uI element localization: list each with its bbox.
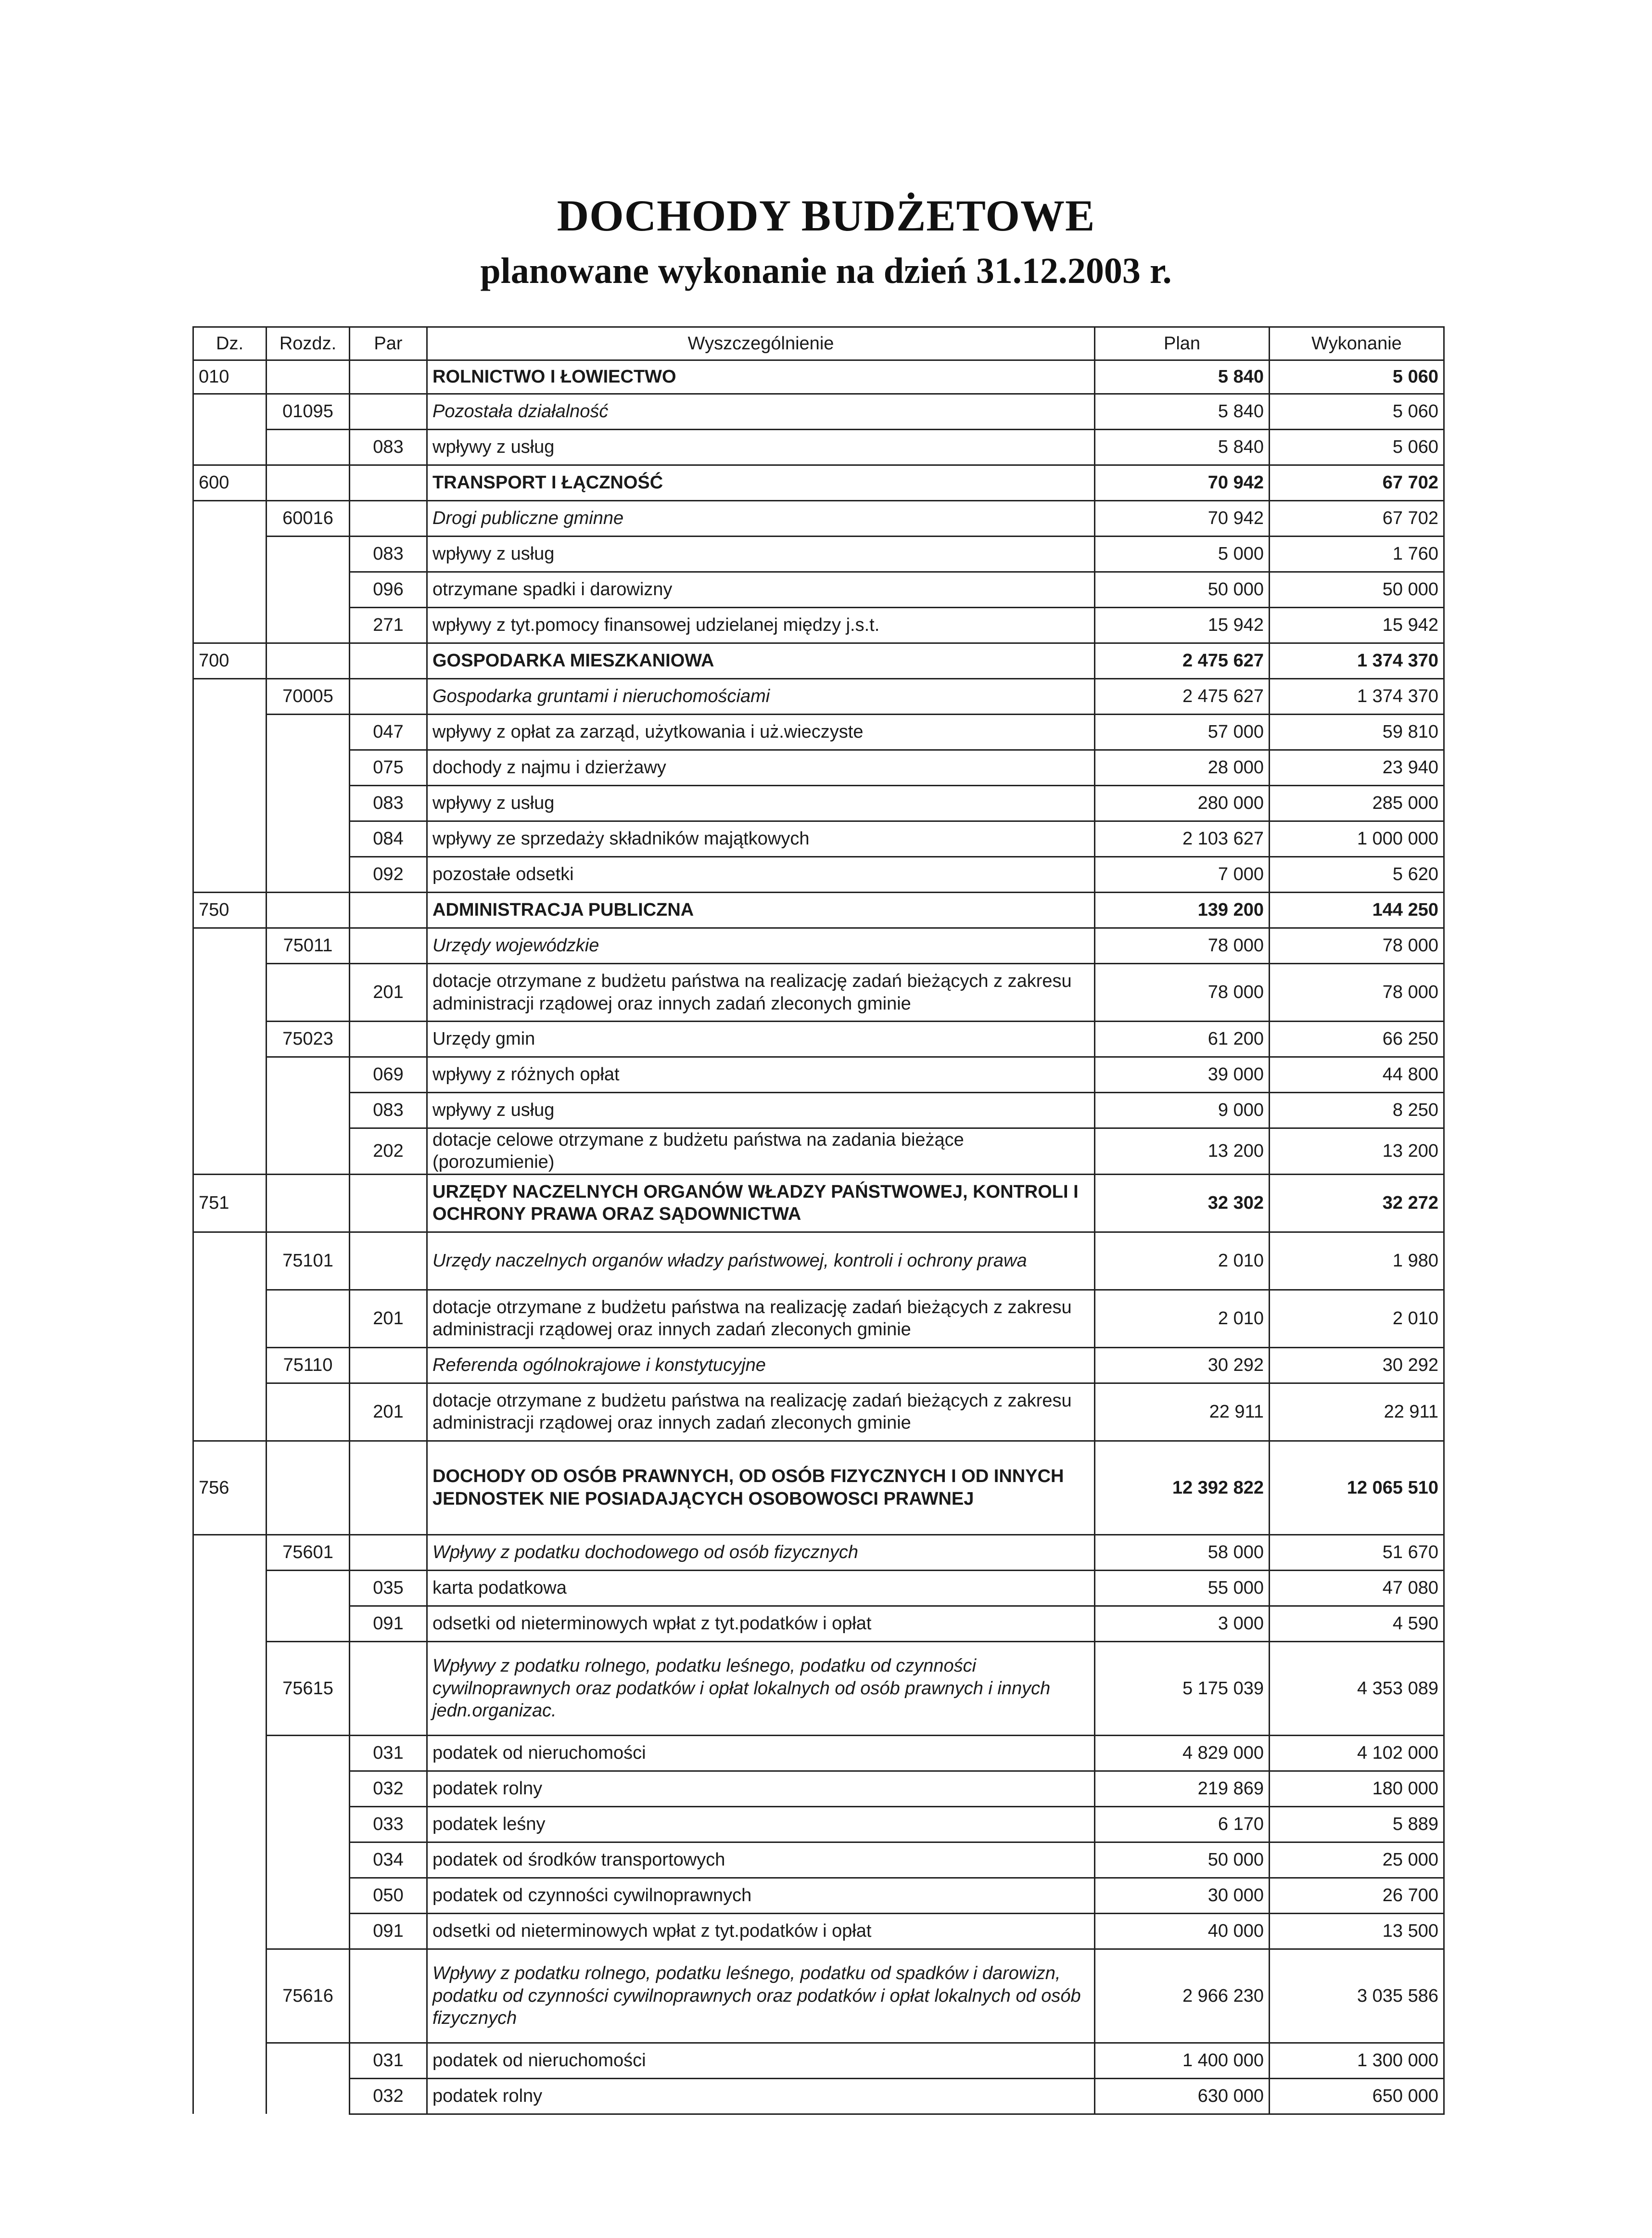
row-rozdz xyxy=(267,1735,350,1771)
row-rozdz xyxy=(267,821,350,857)
row-wykonanie: 13 200 xyxy=(1270,1128,1444,1175)
row-par: 083 xyxy=(350,430,427,465)
row-dz xyxy=(193,608,267,643)
table-row-dzial xyxy=(193,465,1444,501)
row-plan: 61 200 xyxy=(1095,1022,1270,1057)
row-par xyxy=(350,501,427,537)
row-name: podatek rolny xyxy=(427,1771,1095,1806)
row-plan: 70 942 xyxy=(1095,501,1270,537)
row-dz xyxy=(193,928,267,964)
row-name: URZĘDY NACZELNYCH ORGANÓW WŁADZY PAŃSTWOWEJ, KONTROLI I OCHRONY PRAWA ORAZ SĄDOWNICTWA xyxy=(427,1174,1095,1232)
row-plan: 2 966 230 xyxy=(1095,1949,1270,2043)
row-dz xyxy=(193,821,267,857)
row-par: 069 xyxy=(350,1057,427,1093)
row-plan: 13 200 xyxy=(1095,1128,1270,1175)
document-title: DOCHODY BUDŻETOWE xyxy=(557,191,1095,240)
row-rozdz xyxy=(267,465,350,501)
row-par: 271 xyxy=(350,608,427,643)
row-rozdz: 01095 xyxy=(267,394,350,430)
row-plan: 30 000 xyxy=(1095,1878,1270,1913)
row-name: wpływy z różnych opłat xyxy=(427,1057,1095,1093)
row-name: odsetki od nieterminowych wpłat z tyt.podatków i opłat xyxy=(427,1913,1095,1949)
row-rozdz xyxy=(267,1290,350,1347)
row-plan: 2 010 xyxy=(1095,1290,1270,1347)
row-dz: 750 xyxy=(193,893,267,928)
row-dz xyxy=(193,1535,267,1570)
header-plan: Plan xyxy=(1095,327,1270,360)
row-rozdz xyxy=(267,1771,350,1806)
row-rozdz: 60016 xyxy=(267,501,350,537)
row-wykonanie: 5 060 xyxy=(1270,430,1444,465)
row-rozdz xyxy=(267,1570,350,1606)
row-dz xyxy=(193,1232,267,1290)
row-rozdz xyxy=(267,1441,350,1535)
row-wykonanie: 13 500 xyxy=(1270,1913,1444,1949)
table-row-paragraf xyxy=(193,1290,1444,1347)
row-plan: 57 000 xyxy=(1095,715,1270,750)
table-row-paragraf xyxy=(193,2043,1444,2078)
row-dz xyxy=(193,1570,267,1606)
row-rozdz xyxy=(267,1093,350,1128)
row-wykonanie: 8 250 xyxy=(1270,1093,1444,1128)
row-name: dotacje otrzymane z budżetu państwa na realizację zadań bieżących z zakresu administracji rządowej oraz innych zadań zleconych gminie xyxy=(427,1383,1095,1441)
row-plan: 5 000 xyxy=(1095,537,1270,572)
row-par: 032 xyxy=(350,1771,427,1806)
table-body xyxy=(193,360,1444,2114)
row-dz xyxy=(193,537,267,572)
row-plan: 2 010 xyxy=(1095,1232,1270,1290)
table-row-rozdzial xyxy=(193,394,1444,430)
row-par xyxy=(350,360,427,394)
row-plan: 15 942 xyxy=(1095,608,1270,643)
row-name: dotacje otrzymane z budżetu państwa na realizację zadań bieżących z zakresu administracji rządowej oraz innych zadań zleconych gminie xyxy=(427,1290,1095,1347)
row-par: 033 xyxy=(350,1806,427,1842)
row-par: 201 xyxy=(350,1383,427,1441)
row-wykonanie: 1 000 000 xyxy=(1270,821,1444,857)
row-name: Drogi publiczne gminne xyxy=(427,501,1095,537)
row-wykonanie: 15 942 xyxy=(1270,608,1444,643)
row-dz xyxy=(193,2043,267,2078)
row-wykonanie: 285 000 xyxy=(1270,786,1444,821)
row-rozdz xyxy=(267,750,350,786)
header-dz: Dz. xyxy=(193,327,267,360)
row-rozdz xyxy=(267,608,350,643)
row-name: podatek leśny xyxy=(427,1806,1095,1842)
document-subtitle: planowane wykonanie na dzień 31.12.2003 r. xyxy=(480,251,1172,291)
row-plan: 2 103 627 xyxy=(1095,821,1270,857)
row-wykonanie: 23 940 xyxy=(1270,750,1444,786)
row-wykonanie: 50 000 xyxy=(1270,572,1444,608)
row-rozdz: 75601 xyxy=(267,1535,350,1570)
row-par xyxy=(350,679,427,715)
row-wykonanie: 66 250 xyxy=(1270,1022,1444,1057)
row-plan: 7 000 xyxy=(1095,857,1270,893)
row-dz xyxy=(193,715,267,750)
row-dz: 010 xyxy=(193,360,267,394)
row-dz xyxy=(193,572,267,608)
row-par: 031 xyxy=(350,1735,427,1771)
row-plan: 3 000 xyxy=(1095,1606,1270,1641)
row-dz xyxy=(193,964,267,1022)
row-name: Wpływy z podatku rolnego, podatku leśnego, podatku od czynności cywilnoprawnych oraz podatków i opłat lokalnych od osób prawnych i innych jedn.organizac. xyxy=(427,1641,1095,1735)
row-dz xyxy=(193,1771,267,1806)
table-row-paragraf xyxy=(193,608,1444,643)
header-wykonanie: Wykonanie xyxy=(1270,327,1444,360)
row-wykonanie: 1 980 xyxy=(1270,1232,1444,1290)
row-name: ROLNICTWO I ŁOWIECTWO xyxy=(427,360,1095,394)
table-row-dzial xyxy=(193,1174,1444,1232)
row-dz xyxy=(193,1383,267,1441)
row-dz xyxy=(193,1641,267,1735)
row-wykonanie: 78 000 xyxy=(1270,928,1444,964)
row-dz xyxy=(193,394,267,430)
row-plan: 40 000 xyxy=(1095,1913,1270,1949)
row-par: 091 xyxy=(350,1606,427,1641)
row-dz xyxy=(193,2078,267,2114)
table-row-dzial xyxy=(193,1441,1444,1535)
row-wykonanie: 1 300 000 xyxy=(1270,2043,1444,2078)
table-row-paragraf xyxy=(193,537,1444,572)
row-par: 201 xyxy=(350,964,427,1022)
row-plan: 12 392 822 xyxy=(1095,1441,1270,1535)
row-dz xyxy=(193,750,267,786)
row-par: 047 xyxy=(350,715,427,750)
table-row-rozdzial xyxy=(193,679,1444,715)
row-rozdz xyxy=(267,786,350,821)
row-name: ADMINISTRACJA PUBLICZNA xyxy=(427,893,1095,928)
row-wykonanie: 4 102 000 xyxy=(1270,1735,1444,1771)
row-name: karta podatkowa xyxy=(427,1570,1095,1606)
row-name: Wpływy z podatku rolnego, podatku leśnego, podatku od spadków i darowizn, podatku od czynności cywilnoprawnych oraz podatków i opłat lokalnych od osób fizycznych xyxy=(427,1949,1095,2043)
row-name: dochody z najmu i dzierżawy xyxy=(427,750,1095,786)
row-par: 075 xyxy=(350,750,427,786)
table-row-rozdzial xyxy=(193,1949,1444,2043)
row-plan: 6 170 xyxy=(1095,1806,1270,1842)
row-par: 035 xyxy=(350,1570,427,1606)
row-rozdz xyxy=(267,2078,350,2114)
row-par: 201 xyxy=(350,1290,427,1347)
row-dz xyxy=(193,430,267,465)
row-rozdz xyxy=(267,893,350,928)
row-name: wpływy z usług xyxy=(427,537,1095,572)
table-row-rozdzial xyxy=(193,928,1444,964)
row-plan: 5 175 039 xyxy=(1095,1641,1270,1735)
row-dz xyxy=(193,1022,267,1057)
table-row-rozdzial xyxy=(193,1535,1444,1570)
row-name: Pozostała działalność xyxy=(427,394,1095,430)
row-dz xyxy=(193,679,267,715)
row-plan: 2 475 627 xyxy=(1095,679,1270,715)
row-plan: 58 000 xyxy=(1095,1535,1270,1570)
row-wykonanie: 78 000 xyxy=(1270,964,1444,1022)
row-plan: 78 000 xyxy=(1095,964,1270,1022)
row-plan: 55 000 xyxy=(1095,1570,1270,1606)
row-wykonanie: 1 760 xyxy=(1270,537,1444,572)
table-row-paragraf xyxy=(193,1806,1444,1842)
row-rozdz xyxy=(267,1878,350,1913)
table-row-rozdzial xyxy=(193,501,1444,537)
row-wykonanie: 180 000 xyxy=(1270,1771,1444,1806)
row-par xyxy=(350,1535,427,1570)
row-rozdz xyxy=(267,1174,350,1232)
row-rozdz: 75616 xyxy=(267,1949,350,2043)
row-name: dotacje celowe otrzymane z budżetu państwa na zadania bieżące (porozumienie) xyxy=(427,1128,1095,1175)
row-par: 202 xyxy=(350,1128,427,1175)
row-wykonanie: 5 889 xyxy=(1270,1806,1444,1842)
row-wykonanie: 2 010 xyxy=(1270,1290,1444,1347)
row-rozdz xyxy=(267,715,350,750)
row-name: Wpływy z podatku dochodowego od osób fizycznych xyxy=(427,1535,1095,1570)
row-name: dotacje otrzymane z budżetu państwa na realizację zadań bieżących z zakresu administracji rządowej oraz innych zadań zleconych gminie xyxy=(427,964,1095,1022)
row-name: wpływy z tyt.pomocy finansowej udzielanej między j.s.t. xyxy=(427,608,1095,643)
row-wykonanie: 4 590 xyxy=(1270,1606,1444,1641)
row-dz xyxy=(193,1806,267,1842)
row-par: 032 xyxy=(350,2078,427,2114)
row-par xyxy=(350,1022,427,1057)
row-par: 092 xyxy=(350,857,427,893)
row-wykonanie: 32 272 xyxy=(1270,1174,1444,1232)
table-row-paragraf xyxy=(193,1128,1444,1175)
row-name: DOCHODY OD OSÓB PRAWNYCH, OD OSÓB FIZYCZNYCH I OD INNYCH JEDNOSTEK NIE POSIADAJĄCYCH OSOBOWOSCI PRAWNEJ xyxy=(427,1441,1095,1535)
row-wykonanie: 67 702 xyxy=(1270,501,1444,537)
row-par xyxy=(350,893,427,928)
table-row-rozdzial xyxy=(193,1641,1444,1735)
row-plan: 5 840 xyxy=(1095,430,1270,465)
table-row-paragraf xyxy=(193,430,1444,465)
row-dz xyxy=(193,1913,267,1949)
row-plan: 219 869 xyxy=(1095,1771,1270,1806)
row-plan: 4 829 000 xyxy=(1095,1735,1270,1771)
row-rozdz: 75615 xyxy=(267,1641,350,1735)
table-row-paragraf xyxy=(193,1878,1444,1913)
row-par: 050 xyxy=(350,1878,427,1913)
row-wykonanie: 144 250 xyxy=(1270,893,1444,928)
row-plan: 39 000 xyxy=(1095,1057,1270,1093)
row-name: podatek od nieruchomości xyxy=(427,1735,1095,1771)
row-dz xyxy=(193,786,267,821)
row-par xyxy=(350,643,427,679)
row-plan: 280 000 xyxy=(1095,786,1270,821)
row-par: 083 xyxy=(350,786,427,821)
row-dz: 700 xyxy=(193,643,267,679)
row-name: wpływy z usług xyxy=(427,786,1095,821)
table-row-paragraf xyxy=(193,1913,1444,1949)
row-name: otrzymane spadki i darowizny xyxy=(427,572,1095,608)
row-dz: 751 xyxy=(193,1174,267,1232)
header-rozdz: Rozdz. xyxy=(267,327,350,360)
row-wykonanie: 59 810 xyxy=(1270,715,1444,750)
row-dz xyxy=(193,1290,267,1347)
table-row-paragraf xyxy=(193,1735,1444,1771)
row-par: 091 xyxy=(350,1913,427,1949)
table-row-paragraf xyxy=(193,2078,1444,2114)
table-row-rozdzial xyxy=(193,1232,1444,1290)
header-par: Par xyxy=(350,327,427,360)
row-wykonanie: 30 292 xyxy=(1270,1347,1444,1383)
table-row-paragraf xyxy=(193,786,1444,821)
table-row-rozdzial xyxy=(193,1347,1444,1383)
table-row-dzial xyxy=(193,893,1444,928)
row-plan: 5 840 xyxy=(1095,360,1270,394)
table-row-paragraf xyxy=(193,1093,1444,1128)
row-dz xyxy=(193,1606,267,1641)
row-wykonanie: 1 374 370 xyxy=(1270,679,1444,715)
row-par: 031 xyxy=(350,2043,427,2078)
table-row-paragraf xyxy=(193,715,1444,750)
row-wykonanie: 5 060 xyxy=(1270,394,1444,430)
row-name: pozostałe odsetki xyxy=(427,857,1095,893)
table-row-paragraf xyxy=(193,1606,1444,1641)
table-row-paragraf xyxy=(193,821,1444,857)
row-rozdz: 75011 xyxy=(267,928,350,964)
row-rozdz xyxy=(267,643,350,679)
row-name: wpływy ze sprzedaży składników majątkowych xyxy=(427,821,1095,857)
table-row-paragraf xyxy=(193,964,1444,1022)
table-row-paragraf xyxy=(193,572,1444,608)
row-dz xyxy=(193,1735,267,1771)
row-wykonanie: 26 700 xyxy=(1270,1878,1444,1913)
row-name: TRANSPORT I ŁĄCZNOŚĆ xyxy=(427,465,1095,501)
row-rozdz xyxy=(267,1057,350,1093)
table-row-paragraf xyxy=(193,1570,1444,1606)
row-dz xyxy=(193,857,267,893)
row-rozdz xyxy=(267,857,350,893)
row-par xyxy=(350,465,427,501)
row-name: wpływy z usług xyxy=(427,1093,1095,1128)
row-name: Urzędy wojewódzkie xyxy=(427,928,1095,964)
row-wykonanie: 4 353 089 xyxy=(1270,1641,1444,1735)
row-rozdz xyxy=(267,1806,350,1842)
table-row-paragraf xyxy=(193,750,1444,786)
row-plan: 50 000 xyxy=(1095,1842,1270,1878)
table-row-paragraf xyxy=(193,1383,1444,1441)
row-name: podatek od czynności cywilnoprawnych xyxy=(427,1878,1095,1913)
table-row-paragraf xyxy=(193,1057,1444,1093)
row-plan: 78 000 xyxy=(1095,928,1270,964)
row-par: 084 xyxy=(350,821,427,857)
table-row-rozdzial xyxy=(193,1022,1444,1057)
row-plan: 22 911 xyxy=(1095,1383,1270,1441)
row-dz: 600 xyxy=(193,465,267,501)
row-wykonanie: 3 035 586 xyxy=(1270,1949,1444,2043)
row-rozdz xyxy=(267,2043,350,2078)
row-dz xyxy=(193,1949,267,2043)
row-dz xyxy=(193,1057,267,1093)
row-plan: 9 000 xyxy=(1095,1093,1270,1128)
row-dz xyxy=(193,1128,267,1175)
row-plan: 139 200 xyxy=(1095,893,1270,928)
row-rozdz xyxy=(267,537,350,572)
row-rozdz xyxy=(267,964,350,1022)
row-par xyxy=(350,1949,427,2043)
row-name: Urzędy naczelnych organów władzy państwowej, kontroli i ochrony prawa xyxy=(427,1232,1095,1290)
row-wykonanie: 47 080 xyxy=(1270,1570,1444,1606)
row-par xyxy=(350,1641,427,1735)
row-wykonanie: 5 620 xyxy=(1270,857,1444,893)
table-row-dzial xyxy=(193,360,1444,394)
row-plan: 30 292 xyxy=(1095,1347,1270,1383)
row-name: odsetki od nieterminowych wpłat z tyt.podatków i opłat xyxy=(427,1606,1095,1641)
row-wykonanie: 5 060 xyxy=(1270,360,1444,394)
row-par: 096 xyxy=(350,572,427,608)
row-par xyxy=(350,1441,427,1535)
table-row-paragraf xyxy=(193,857,1444,893)
row-par: 083 xyxy=(350,1093,427,1128)
row-par xyxy=(350,1347,427,1383)
row-dz xyxy=(193,501,267,537)
row-wykonanie: 67 702 xyxy=(1270,465,1444,501)
row-rozdz: 75023 xyxy=(267,1022,350,1057)
row-rozdz xyxy=(267,1842,350,1878)
row-wykonanie: 650 000 xyxy=(1270,2078,1444,2114)
row-wykonanie: 1 374 370 xyxy=(1270,643,1444,679)
row-name: GOSPODARKA MIESZKANIOWA xyxy=(427,643,1095,679)
row-dz xyxy=(193,1093,267,1128)
row-wykonanie: 12 065 510 xyxy=(1270,1441,1444,1535)
table-row-dzial xyxy=(193,643,1444,679)
row-name: Referenda ogólnokrajowe i konstytucyjne xyxy=(427,1347,1095,1383)
table-row-paragraf xyxy=(193,1771,1444,1806)
row-par: 034 xyxy=(350,1842,427,1878)
row-rozdz xyxy=(267,1383,350,1441)
row-name: podatek od nieruchomości xyxy=(427,2043,1095,2078)
table-row-paragraf xyxy=(193,1842,1444,1878)
row-dz xyxy=(193,1878,267,1913)
row-plan: 5 840 xyxy=(1095,394,1270,430)
row-plan: 28 000 xyxy=(1095,750,1270,786)
row-dz xyxy=(193,1347,267,1383)
row-name: podatek rolny xyxy=(427,2078,1095,2114)
row-plan: 50 000 xyxy=(1095,572,1270,608)
row-name: wpływy z opłat za zarząd, użytkowania i uż.wieczyste xyxy=(427,715,1095,750)
table-header xyxy=(193,327,1444,360)
row-name: wpływy z usług xyxy=(427,430,1095,465)
row-par xyxy=(350,394,427,430)
row-plan: 630 000 xyxy=(1095,2078,1270,2114)
row-plan: 70 942 xyxy=(1095,465,1270,501)
row-wykonanie: 25 000 xyxy=(1270,1842,1444,1878)
row-rozdz xyxy=(267,1913,350,1949)
row-rozdz: 75110 xyxy=(267,1347,350,1383)
row-plan: 2 475 627 xyxy=(1095,643,1270,679)
row-wykonanie: 22 911 xyxy=(1270,1383,1444,1441)
row-plan: 32 302 xyxy=(1095,1174,1270,1232)
row-wykonanie: 44 800 xyxy=(1270,1057,1444,1093)
row-name: podatek od środków transportowych xyxy=(427,1842,1095,1878)
row-rozdz xyxy=(267,360,350,394)
row-rozdz xyxy=(267,430,350,465)
row-par xyxy=(350,1232,427,1290)
budget-income-table xyxy=(192,326,1445,2115)
row-rozdz xyxy=(267,1606,350,1641)
row-plan: 1 400 000 xyxy=(1095,2043,1270,2078)
row-wykonanie: 51 670 xyxy=(1270,1535,1444,1570)
row-dz: 756 xyxy=(193,1441,267,1535)
row-par xyxy=(350,1174,427,1232)
row-rozdz: 75101 xyxy=(267,1232,350,1290)
row-name: Gospodarka gruntami i nieruchomościami xyxy=(427,679,1095,715)
row-par: 083 xyxy=(350,537,427,572)
row-name: Urzędy gmin xyxy=(427,1022,1095,1057)
row-rozdz xyxy=(267,1128,350,1175)
row-dz xyxy=(193,1842,267,1878)
header-name: Wyszczególnienie xyxy=(427,327,1095,360)
row-rozdz xyxy=(267,572,350,608)
row-rozdz: 70005 xyxy=(267,679,350,715)
row-par xyxy=(350,928,427,964)
